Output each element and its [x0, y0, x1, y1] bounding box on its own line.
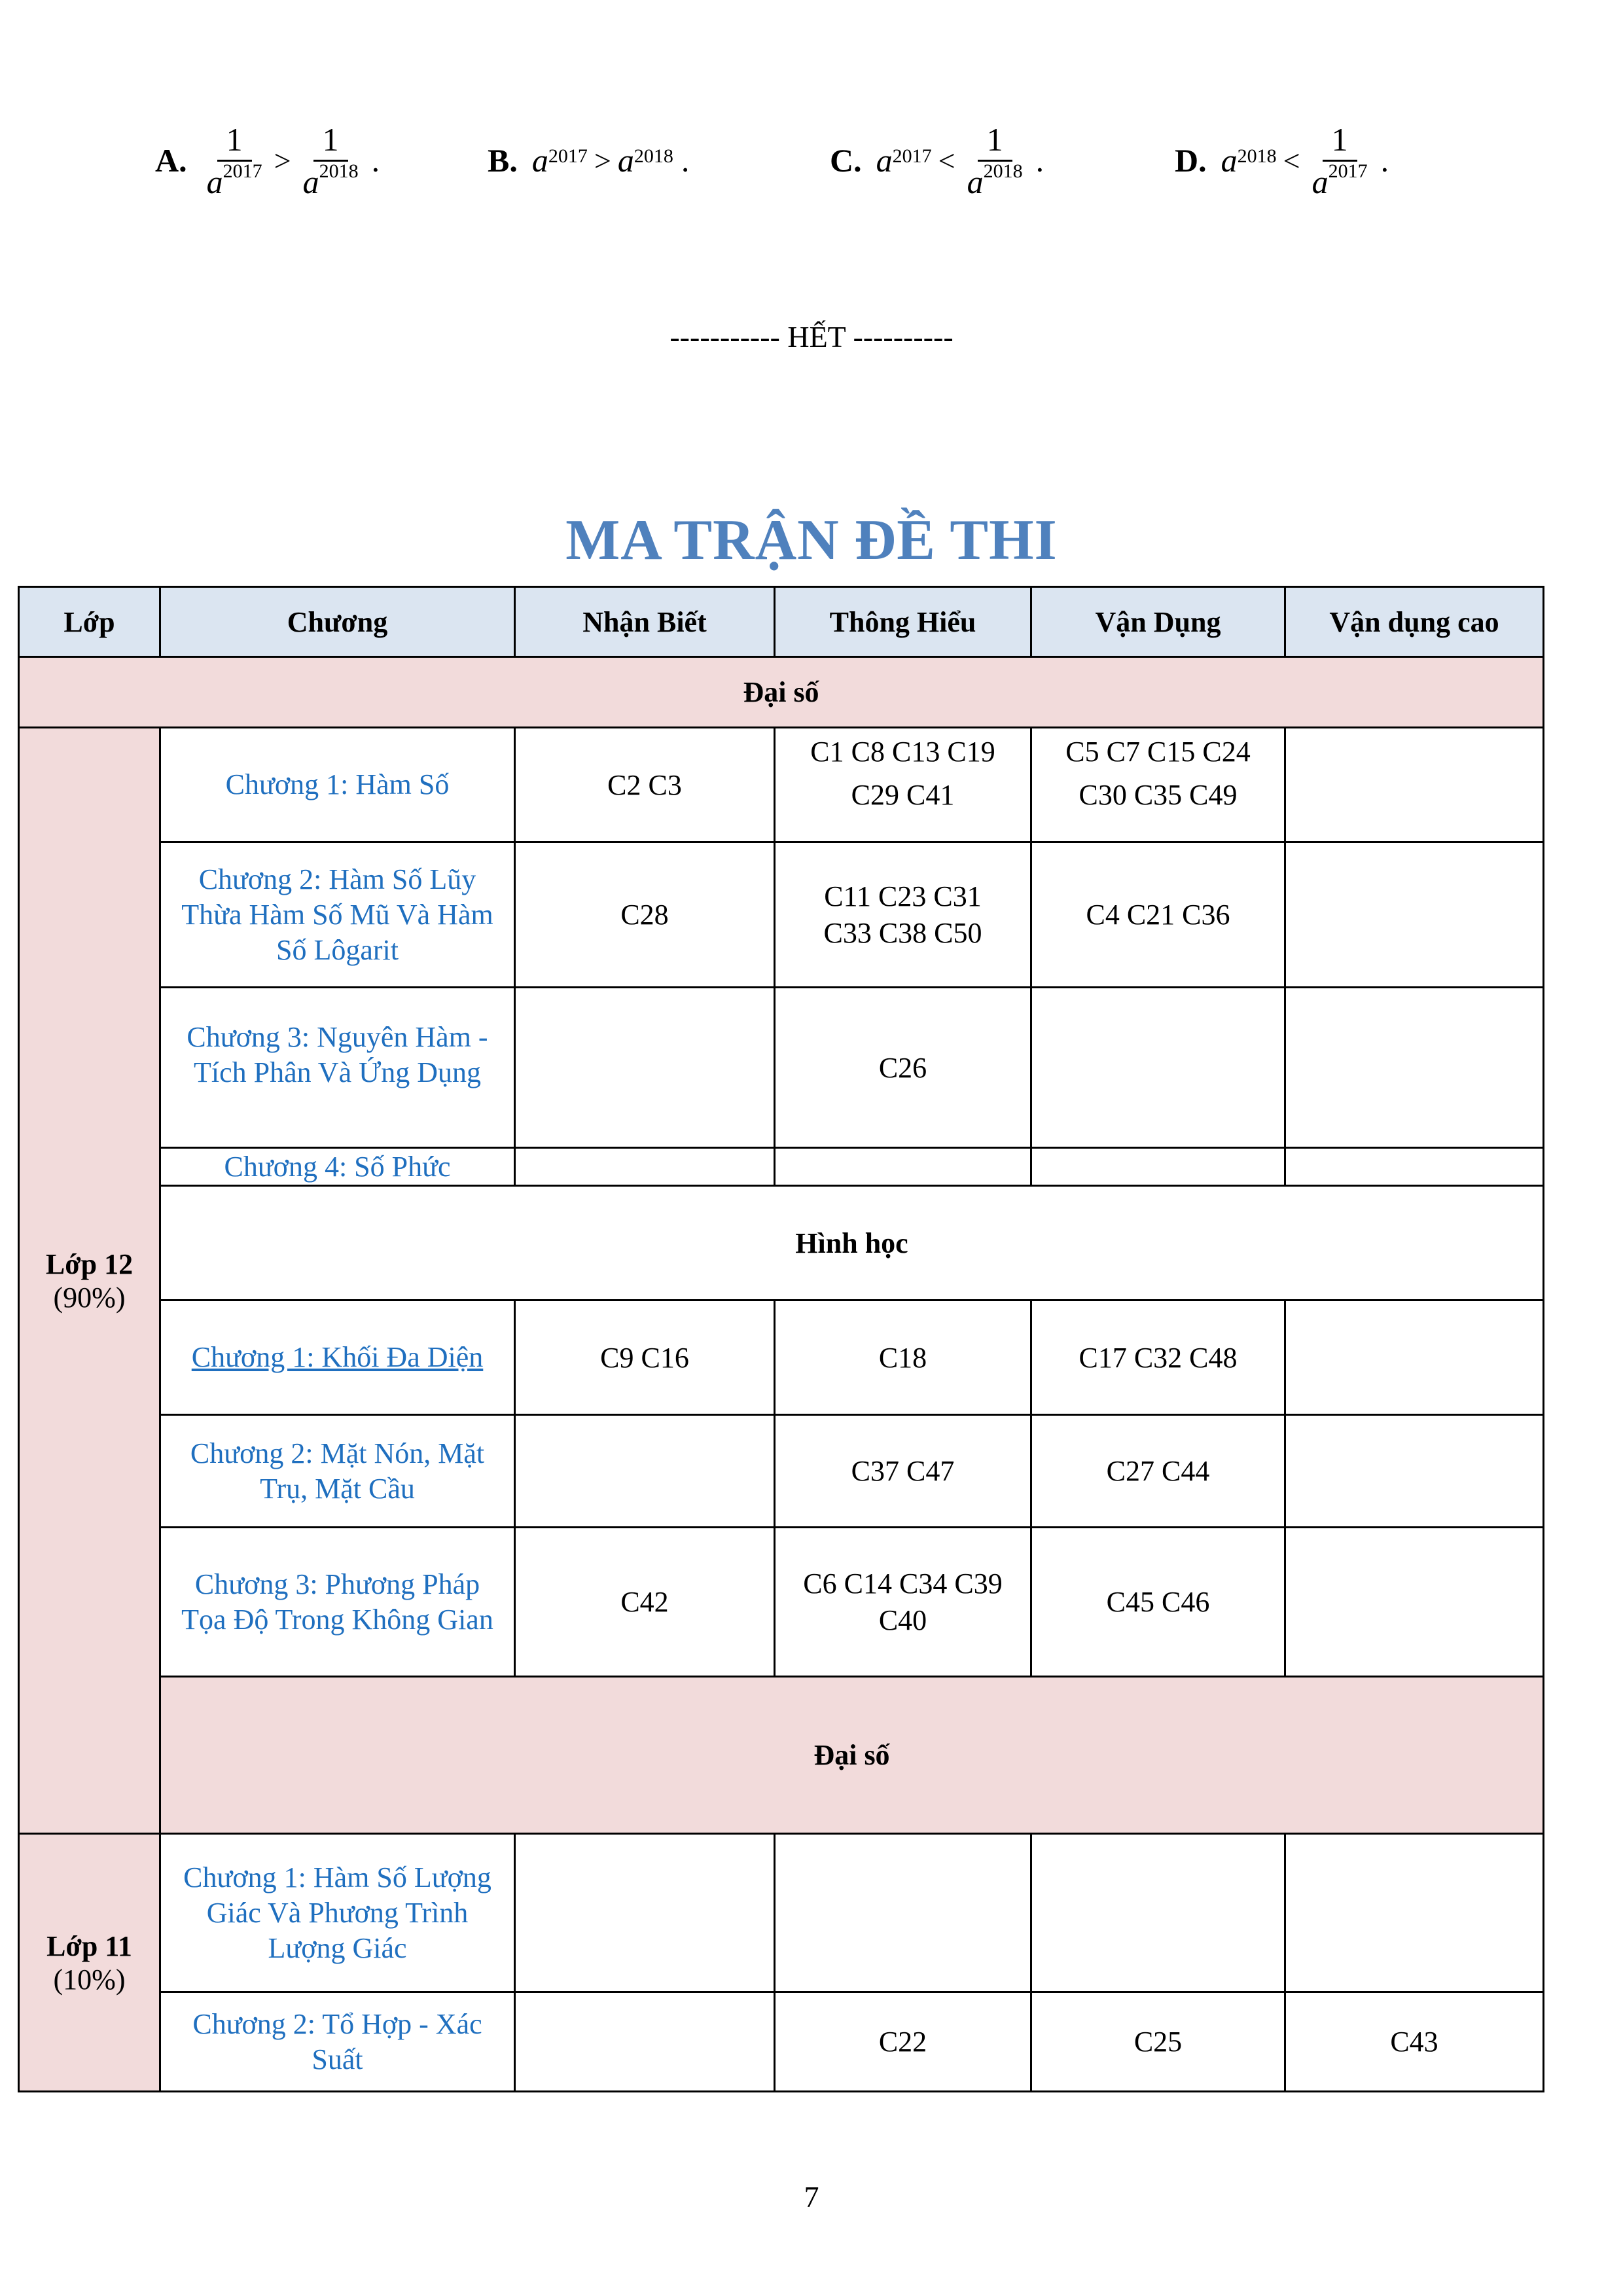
cell-line: C33 C38 C50	[823, 916, 982, 949]
grade-12-cell	[19, 728, 160, 1834]
period: .	[681, 142, 690, 179]
chapter-name[interactable]: Chương 2: Hàm Số Lũy Thừa Hàm Số Mũ Và Hàm Số Lôgarit	[160, 842, 515, 988]
cell-line: C11 C23 C31	[824, 880, 982, 912]
exponent: 2018	[983, 160, 1023, 182]
matrix-title: MA TRẬN ĐỀ THI	[565, 509, 1058, 572]
nhan-biet-cell	[515, 1415, 775, 1528]
thong-hieu-cell	[775, 1834, 1031, 1992]
nhan-biet-cell: C9 C16	[515, 1300, 775, 1415]
van-dung-cao-cell	[1285, 1148, 1544, 1186]
base: a	[1221, 142, 1238, 179]
option-label: B.	[488, 142, 518, 179]
grade-percent: (90%)	[53, 1281, 126, 1314]
period: .	[1035, 142, 1044, 179]
base: a	[967, 163, 984, 200]
nhan-biet-cell	[515, 1148, 775, 1186]
exponent: 2017	[892, 145, 932, 167]
numerator: 1	[313, 123, 348, 162]
nhan-biet-cell: C28	[515, 842, 775, 988]
header-chuong: Chương	[160, 587, 515, 657]
thong-hieu-cell: C37 C47	[775, 1415, 1031, 1528]
page-number: 7	[804, 2180, 819, 2214]
operator: <	[938, 143, 955, 177]
exponent: 2017	[1328, 160, 1368, 182]
header-lop: Lớp	[19, 587, 160, 657]
chapter-name[interactable]: Chương 4: Số Phức	[160, 1148, 515, 1186]
table-row	[19, 1300, 1544, 1415]
cell-line: C6 C14 C34 C39	[803, 1567, 1003, 1600]
numerator: 1	[217, 123, 252, 162]
option-label: C.	[830, 142, 862, 179]
option-d[interactable]	[1175, 115, 1389, 206]
thong-hieu-cell: C22	[775, 1992, 1031, 2092]
thong-hieu-cell: C18	[775, 1300, 1031, 1415]
base: a	[206, 163, 223, 200]
option-a[interactable]	[155, 115, 380, 206]
van-dung-cell: C45 C46	[1031, 1528, 1285, 1677]
grade-label: Lớp 12	[45, 1247, 134, 1280]
cell-line: C30 C35 C49	[1079, 779, 1238, 811]
thong-hieu-cell	[775, 728, 1031, 842]
section-row	[19, 1677, 1544, 1834]
van-dung-cao-cell: C43	[1285, 1992, 1544, 2092]
operator: >	[274, 143, 291, 177]
answer-options	[0, 0, 1623, 209]
period: .	[371, 142, 380, 179]
exponent: 2018	[633, 145, 673, 167]
table-row	[19, 728, 1544, 842]
grade-percent: (10%)	[53, 1963, 126, 1996]
denominator	[967, 162, 1023, 198]
chapter-name[interactable]: Chương 1: Khối Đa Diện	[160, 1300, 515, 1415]
exponent: 2017	[223, 160, 262, 182]
nhan-biet-cell	[515, 1834, 775, 1992]
nhan-biet-cell: C2 C3	[515, 728, 775, 842]
van-dung-cao-cell	[1285, 728, 1544, 842]
van-dung-cao-cell	[1285, 1834, 1544, 1992]
header-thong-hieu: Thông Hiểu	[775, 587, 1031, 657]
exponent: 2018	[319, 160, 359, 182]
table-row	[19, 1834, 1544, 1992]
end-of-exam-marker: ----------- HẾT ----------	[669, 320, 954, 353]
option-b[interactable]	[488, 115, 689, 206]
fraction	[302, 120, 359, 200]
numerator: 1	[978, 123, 1012, 162]
chapter-name[interactable]: Chương 1: Hàm Số	[160, 728, 515, 842]
section-row	[19, 1186, 1544, 1300]
thong-hieu-cell: C26	[775, 988, 1031, 1148]
cell-line: C5 C7 C15 C24	[1065, 736, 1251, 768]
van-dung-cao-cell	[1285, 1300, 1544, 1415]
period: .	[1380, 142, 1389, 179]
base: a	[876, 142, 893, 179]
exponent: 2018	[1237, 145, 1277, 167]
denominator	[1312, 162, 1368, 198]
header-nhan-biet: Nhận Biết	[515, 587, 775, 657]
table-row	[19, 842, 1544, 988]
cell-line: C1 C8 C13 C19	[810, 736, 995, 768]
denominator	[207, 162, 262, 198]
van-dung-cell: C25	[1031, 1992, 1285, 2092]
chapter-name[interactable]: Chương 1: Hàm Số Lượng Giác Và Phương Trình Lượng Giác	[160, 1834, 515, 1992]
header-van-dung: Vận Dụng	[1031, 587, 1285, 657]
base: a	[1311, 163, 1329, 200]
option-label: A.	[155, 142, 187, 179]
header-van-dung-cao: Vận dụng cao	[1285, 587, 1544, 657]
cell-line: C40	[878, 1604, 927, 1636]
chapter-name[interactable]: Chương 3: Nguyên Hàm - Tích Phân Và Ứng Dụng	[160, 988, 515, 1148]
van-dung-cao-cell	[1285, 988, 1544, 1148]
van-dung-cell: C4 C21 C36	[1031, 842, 1285, 988]
option-label: D.	[1175, 142, 1207, 179]
section-hinh-hoc: Hình học	[160, 1186, 1544, 1300]
option-c[interactable]	[830, 115, 1044, 206]
nhan-biet-cell	[515, 988, 775, 1148]
operator: <	[1283, 143, 1300, 177]
van-dung-cell	[1031, 988, 1285, 1148]
base: a	[531, 142, 548, 179]
van-dung-cell: C27 C44	[1031, 1415, 1285, 1528]
thong-hieu-cell	[775, 842, 1031, 988]
base: a	[617, 142, 634, 179]
chapter-name[interactable]: Chương 2: Mặt Nón, Mặt Trụ, Mặt Cầu	[160, 1415, 515, 1528]
operator: >	[594, 143, 611, 177]
table-row	[19, 988, 1544, 1148]
grade-label: Lớp 11	[46, 1929, 132, 1962]
numerator: 1	[1323, 123, 1357, 162]
base: a	[302, 163, 319, 200]
van-dung-cao-cell	[1285, 1415, 1544, 1528]
chapter-name[interactable]: Chương 3: Phương Pháp Tọa Độ Trong Không Gian	[160, 1528, 515, 1677]
nhan-biet-cell: C42	[515, 1528, 775, 1677]
denominator	[303, 162, 359, 198]
thong-hieu-cell	[775, 1528, 1031, 1677]
fraction	[206, 120, 262, 200]
section-dai-so: Đại số	[19, 657, 1544, 728]
section-row	[19, 657, 1544, 728]
van-dung-cao-cell	[1285, 842, 1544, 988]
fraction	[1311, 120, 1368, 200]
van-dung-cell: C17 C32 C48	[1031, 1300, 1285, 1415]
van-dung-cell	[1031, 1834, 1285, 1992]
table-row	[19, 1148, 1544, 1186]
table-row	[19, 1992, 1544, 2092]
section-dai-so: Đại số	[160, 1677, 1544, 1834]
chapter-name[interactable]: Chương 2: Tổ Hợp - Xác Suất	[160, 1992, 515, 2092]
van-dung-cao-cell	[1285, 1528, 1544, 1677]
grade-11-cell	[19, 1834, 160, 2092]
exponent: 2017	[548, 145, 588, 167]
thong-hieu-cell	[775, 1148, 1031, 1186]
cell-line: C29 C41	[851, 779, 955, 811]
header-row	[19, 587, 1544, 657]
nhan-biet-cell	[515, 1992, 775, 2092]
van-dung-cell	[1031, 728, 1285, 842]
table-row	[19, 1415, 1544, 1528]
exam-matrix-table	[18, 586, 1544, 2092]
fraction	[967, 120, 1023, 200]
table-row	[19, 1528, 1544, 1677]
van-dung-cell	[1031, 1148, 1285, 1186]
